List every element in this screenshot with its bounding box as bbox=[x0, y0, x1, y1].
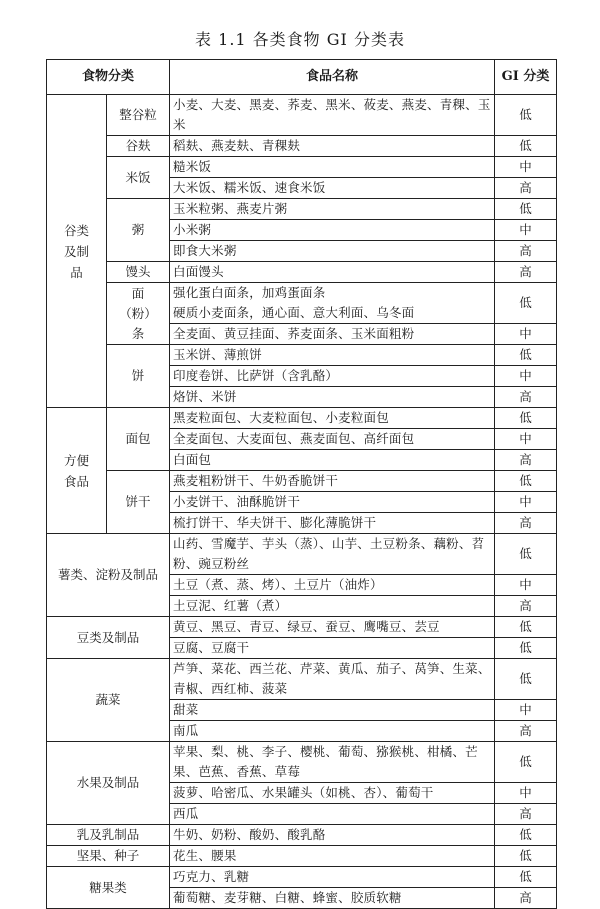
group-tubers: 薯类、淀粉及制品 bbox=[47, 534, 170, 617]
group-nuts: 坚果、种子 bbox=[47, 846, 170, 867]
food-name: 巧克力、乳糖 bbox=[170, 867, 495, 888]
gi-value: 中 bbox=[495, 783, 557, 804]
group-dairy: 乳及乳制品 bbox=[47, 825, 170, 846]
table-row bbox=[47, 659, 557, 700]
gi-value: 高 bbox=[495, 450, 557, 471]
gi-value: 高 bbox=[495, 513, 557, 534]
gi-value: 低 bbox=[495, 408, 557, 429]
gi-value: 低 bbox=[495, 136, 557, 157]
group-beans: 豆类及制品 bbox=[47, 617, 170, 659]
gi-value: 中 bbox=[495, 324, 557, 345]
table-row bbox=[47, 617, 557, 638]
table-row bbox=[47, 471, 557, 492]
food-name: 印度卷饼、比萨饼（含乳酪） bbox=[170, 366, 495, 387]
food-name: 南瓜 bbox=[170, 721, 495, 742]
table-row bbox=[47, 846, 557, 867]
gi-value: 低 bbox=[495, 617, 557, 638]
gi-value: 中 bbox=[495, 429, 557, 450]
food-name: 玉米饼、薄煎饼 bbox=[170, 345, 495, 366]
gi-value: 低 bbox=[495, 825, 557, 846]
sub-pancake: 饼 bbox=[107, 345, 170, 408]
sub-bran: 谷麸 bbox=[107, 136, 170, 157]
food-name: 全麦面、黄豆挂面、荞麦面条、玉米面粗粉 bbox=[170, 324, 495, 345]
food-name: 黄豆、黑豆、青豆、绿豆、蚕豆、鹰嘴豆、芸豆 bbox=[170, 617, 495, 638]
group-fruits: 水果及制品 bbox=[47, 742, 170, 825]
gi-value: 中 bbox=[495, 575, 557, 596]
sub-rice: 米饭 bbox=[107, 157, 170, 199]
sub-noodles-line2: （粉） bbox=[119, 305, 157, 321]
sub-mantou: 馒头 bbox=[107, 262, 170, 283]
gi-value: 低 bbox=[495, 867, 557, 888]
sub-whole-grain: 整谷粒 bbox=[107, 95, 170, 136]
food-name: 白面馒头 bbox=[170, 262, 495, 283]
table-title: 表 1.1 各类食物 GI 分类表 bbox=[195, 30, 405, 49]
food-name: 即食大米粥 bbox=[170, 241, 495, 262]
gi-value: 高 bbox=[495, 804, 557, 825]
food-name: 白面包 bbox=[170, 450, 495, 471]
gi-value: 中 bbox=[495, 492, 557, 513]
food-name: 全麦面包、大麦面包、燕麦面包、高纤面包 bbox=[170, 429, 495, 450]
sub-noodles bbox=[107, 283, 170, 345]
food-name: 西瓜 bbox=[170, 804, 495, 825]
food-name: 燕麦粗粉饼干、牛奶香脆饼干 bbox=[170, 471, 495, 492]
food-name: 葡萄糖、麦芽糖、白糖、蜂蜜、胶质软糖 bbox=[170, 888, 495, 909]
table-row bbox=[47, 825, 557, 846]
food-name: 小麦、大麦、黑麦、荞麦、黑米、莜麦、燕麦、青稞、玉米 bbox=[170, 95, 495, 136]
gi-value: 中 bbox=[495, 220, 557, 241]
food-name: 稻麸、燕麦麸、青稞麸 bbox=[170, 136, 495, 157]
food-name-line2: 硬质小麦面条，通心面、意大利面、乌冬面 bbox=[173, 305, 415, 320]
gi-value: 高 bbox=[495, 178, 557, 199]
food-name: 豆腐、豆腐干 bbox=[170, 638, 495, 659]
gi-value: 低 bbox=[495, 283, 557, 324]
food-name: 糙米饭 bbox=[170, 157, 495, 178]
table-row bbox=[47, 95, 557, 136]
gi-table bbox=[46, 59, 557, 909]
group-grains bbox=[47, 95, 107, 408]
gi-value: 中 bbox=[495, 157, 557, 178]
header-name: 食品名称 bbox=[170, 60, 495, 95]
table-row bbox=[47, 283, 557, 324]
food-name: 甜菜 bbox=[170, 700, 495, 721]
header-gi: GI 分类 bbox=[495, 60, 557, 95]
gi-value: 低 bbox=[495, 742, 557, 783]
gi-value: 低 bbox=[495, 659, 557, 700]
table-row bbox=[47, 136, 557, 157]
header-row bbox=[47, 60, 557, 95]
gi-value: 高 bbox=[495, 262, 557, 283]
food-name: 小麦饼干、油酥脆饼干 bbox=[170, 492, 495, 513]
group-label: 谷类及制品 bbox=[63, 222, 89, 280]
group-label: 方便食品 bbox=[63, 452, 89, 489]
food-name: 烙饼、米饼 bbox=[170, 387, 495, 408]
food-name: 芦笋、菜花、西兰花、芹菜、黄瓜、茄子、莴笋、生菜、青椒、西红柿、菠菜 bbox=[170, 659, 495, 700]
group-vegetables: 蔬菜 bbox=[47, 659, 170, 742]
food-name: 梳打饼干、华夫饼干、膨化薄脆饼干 bbox=[170, 513, 495, 534]
food-name: 苹果、梨、桃、李子、樱桃、葡萄、猕猴桃、柑橘、芒果、芭蕉、香蕉、草莓 bbox=[170, 742, 495, 783]
group-candy: 糖果类 bbox=[47, 867, 170, 909]
sub-noodles-line3: 条 bbox=[131, 325, 145, 341]
gi-value: 高 bbox=[495, 387, 557, 408]
table-row bbox=[47, 262, 557, 283]
food-name: 大米饭、糯米饭、速食米饭 bbox=[170, 178, 495, 199]
gi-value: 低 bbox=[495, 846, 557, 867]
food-name: 黑麦粒面包、大麦粒面包、小麦粒面包 bbox=[170, 408, 495, 429]
gi-value: 高 bbox=[495, 888, 557, 909]
food-name: 牛奶、奶粉、酸奶、酸乳酪 bbox=[170, 825, 495, 846]
food-name: 菠萝、哈密瓜、水果罐头（如桃、杏）、葡萄干 bbox=[170, 783, 495, 804]
food-name: 山药、雪魔芋、芋头（蒸）、山芋、土豆粉条、藕粉、苕粉、豌豆粉丝 bbox=[170, 534, 495, 575]
sub-noodles-line1: 面 bbox=[131, 285, 145, 301]
table-row bbox=[47, 408, 557, 429]
gi-value: 高 bbox=[495, 721, 557, 742]
table-row bbox=[47, 345, 557, 366]
gi-value: 低 bbox=[495, 345, 557, 366]
food-name-line1: 强化蛋白面条，加鸡蛋面条 bbox=[173, 285, 326, 300]
gi-value: 中 bbox=[495, 700, 557, 721]
gi-value: 低 bbox=[495, 95, 557, 136]
food-name: 玉米粒粥、燕麦片粥 bbox=[170, 199, 495, 220]
group-convenience bbox=[47, 408, 107, 534]
table-row bbox=[47, 742, 557, 783]
food-name: 小米粥 bbox=[170, 220, 495, 241]
gi-value: 高 bbox=[495, 241, 557, 262]
food-name bbox=[170, 283, 495, 324]
table-row bbox=[47, 199, 557, 220]
gi-value: 高 bbox=[495, 596, 557, 617]
sub-porridge: 粥 bbox=[107, 199, 170, 262]
sub-biscuit: 饼干 bbox=[107, 471, 170, 534]
sub-bread: 面包 bbox=[107, 408, 170, 471]
gi-value: 低 bbox=[495, 534, 557, 575]
gi-value: 中 bbox=[495, 366, 557, 387]
table-row bbox=[47, 867, 557, 888]
gi-value: 低 bbox=[495, 471, 557, 492]
table-row bbox=[47, 157, 557, 178]
food-name: 土豆（煮、蒸、烤）、土豆片（油炸） bbox=[170, 575, 495, 596]
table-row bbox=[47, 534, 557, 575]
gi-value: 低 bbox=[495, 199, 557, 220]
food-name: 花生、腰果 bbox=[170, 846, 495, 867]
food-name: 土豆泥、红薯（煮） bbox=[170, 596, 495, 617]
header-category: 食物分类 bbox=[47, 60, 170, 95]
gi-value: 低 bbox=[495, 638, 557, 659]
